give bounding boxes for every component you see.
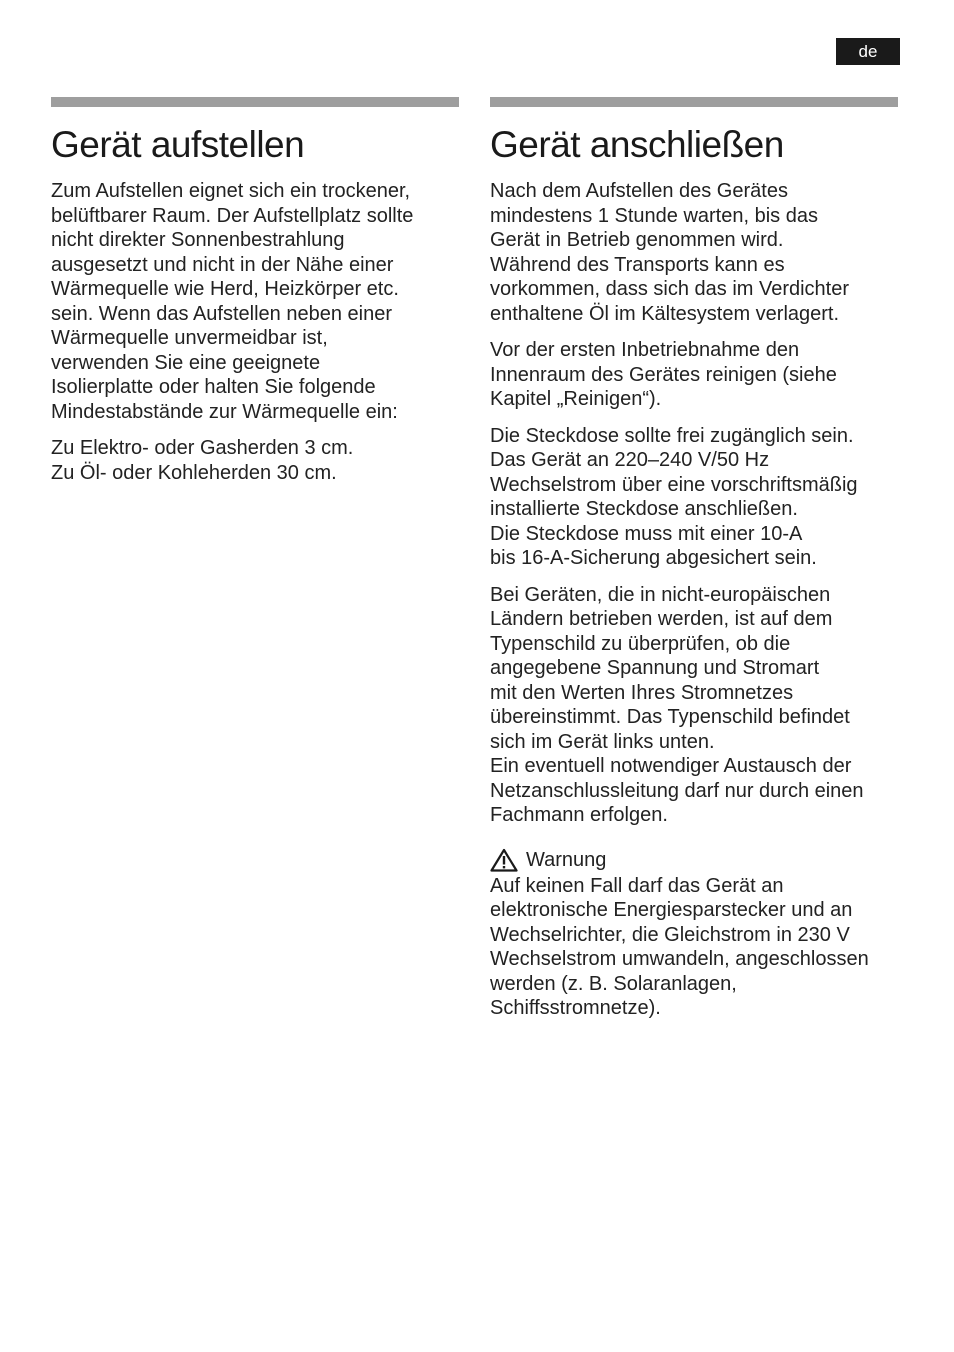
paragraph: Vor der ersten Inbetriebnahme den Innenraum des Gerätes reinigen (siehe Kapitel „Reinigen“). (490, 339, 837, 410)
language-badge: de (836, 38, 900, 65)
paragraph: Zum Aufstellen eignet sich ein trockener, belüftbarer Raum. Der Aufstellplatz sollte nicht direkter Sonnenbestrahlung ausgesetzt und nicht in der Nähe einer Wärmequelle wie Herd, Heizkörper etc. sein. Wenn das Aufstellen neben einer Wärmequelle unvermeidbar ist, verwenden Sie eine geeignete Isolierplatte oder halten Sie folgende Mindestabstände zur Wärmequelle ein: (51, 180, 414, 423)
section-connect (490, 97, 898, 1021)
paragraph: Zu Elektro- oder Gasherden 3 cm. Zu Öl- oder Kohleherden 30 cm. (51, 437, 354, 484)
warning-text: Auf keinen Fall darf das Gerät an elektronische Energiesparstecker und an Wechselrichter, die Gleichstrom in 230 V Wechselstrom umwandeln, angeschlossen werden (z. B. Solaranlagen, Schiffsstromnetze). (490, 874, 869, 1019)
section-divider (490, 97, 898, 107)
paragraph: Nach dem Aufstellen des Gerätes mindestens 1 Stunde warten, bis das Gerät in Betrieb genommen wird. Während des Transports kann es vorkommen, dass sich das im Verdichter enthaltene Öl im Kältesystem verlagert. (490, 180, 850, 325)
warning-heading (490, 848, 898, 872)
paragraph: Die Steckdose sollte frei zugänglich sein. Das Gerät an 220–240 V/50 Hz Wechselstrom über eine vorschriftsmäßig installierte Steckdose anschließen. Die Steckdose muss mit einer 10-A bis 16-A-Sicherung abgesichert sein. (490, 424, 858, 569)
section-setup (51, 97, 459, 485)
section-divider (51, 97, 459, 107)
section-title: Gerät aufstellen (51, 124, 305, 165)
warning-label: Warnung (526, 848, 607, 871)
paragraph: Bei Geräten, die in nicht-europäischen Ländern betrieben werden, ist auf dem Typenschild zu überprüfen, ob die angegebene Spannung und Stromart mit den Werten Ihres Stromnetzes übereinstimmt. Das Typenschild befindet sich im Gerät links unten. Ein eventuell notwendiger Austausch der Netzanschlussleitung darf nur durch einen Fachmann erfolgen. (490, 583, 864, 826)
section-title: Gerät anschließen (490, 124, 784, 165)
warning-triangle-icon (490, 848, 518, 872)
